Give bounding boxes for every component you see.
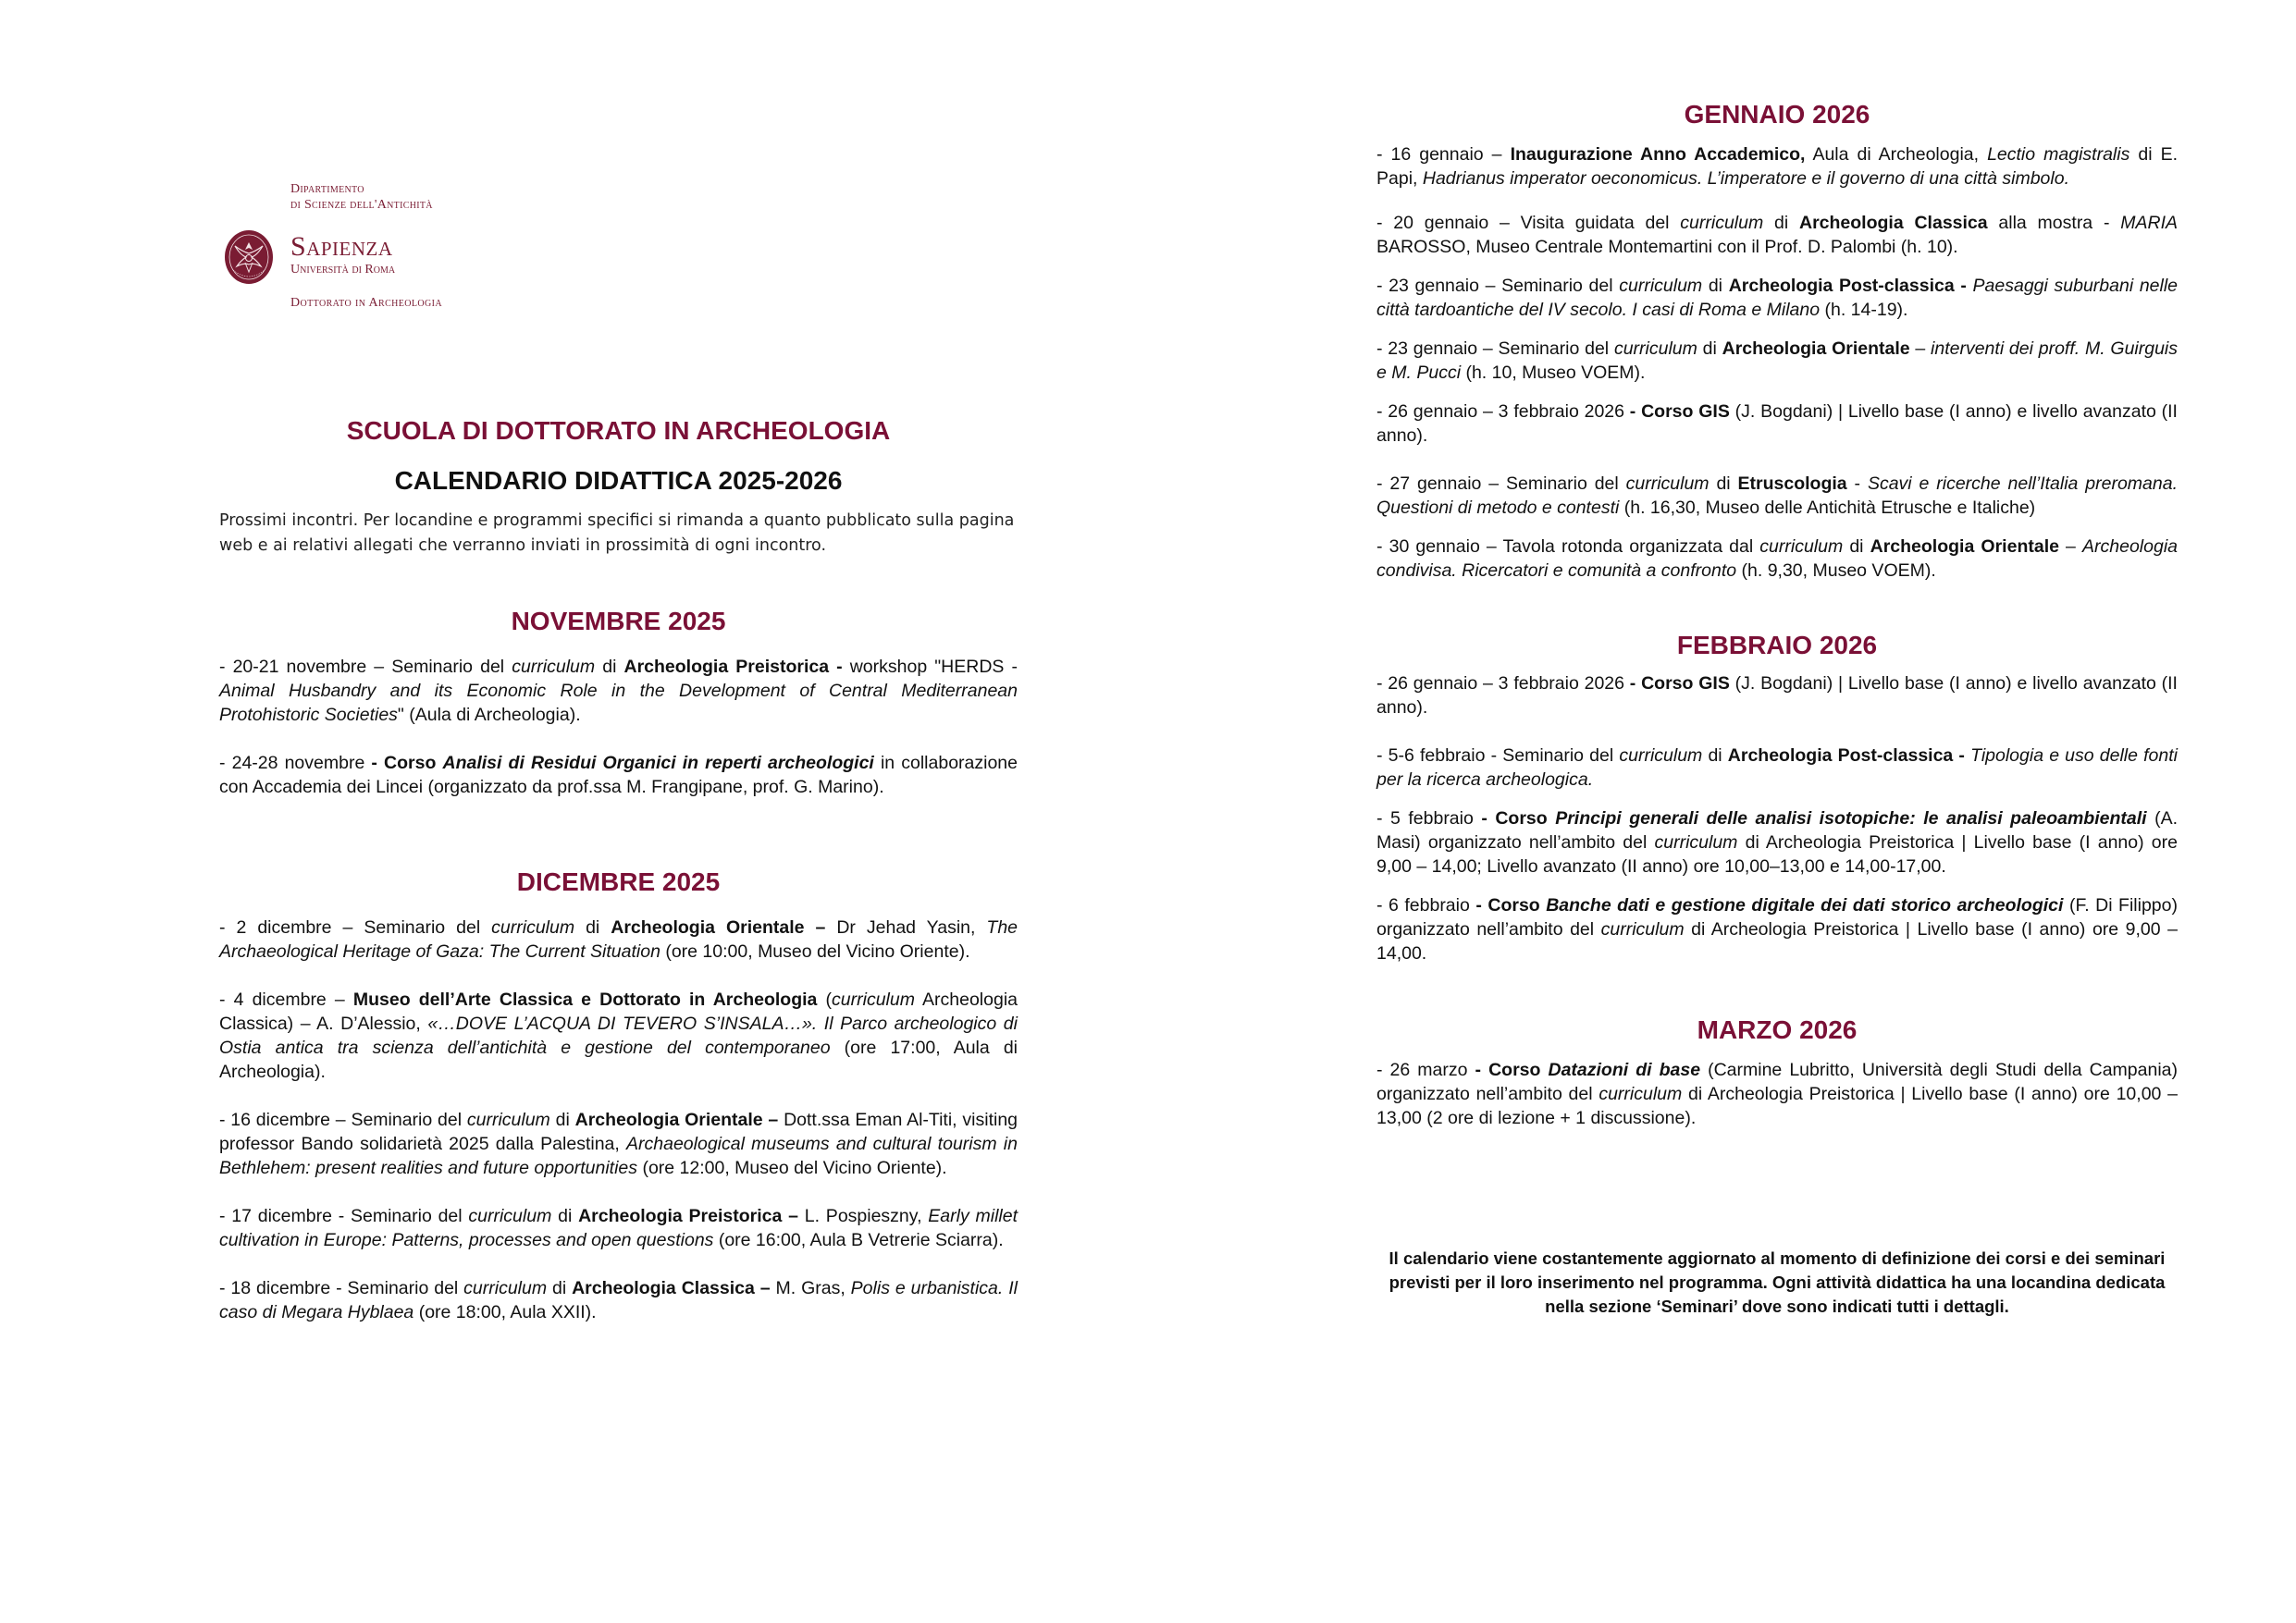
entry-text-run: di <box>595 657 624 677</box>
department-line-2: di Scienze dell'Antichità <box>290 198 433 212</box>
event-entry <box>1376 274 2178 322</box>
department-name <box>290 181 433 213</box>
entry-text-run: - Corso <box>1475 895 1547 916</box>
entry-text-run: BAROSSO, Museo Centrale Montemartini con il Prof. D. Palombi (h. 10). <box>1376 237 1958 257</box>
entry-text-run: (ore 17:00, Aula di Archeologia). <box>219 1038 1018 1082</box>
entry-text-run: Archeologia Orientale – <box>611 917 826 938</box>
event-entry <box>1376 211 2178 259</box>
entry-text-run: Archeologia Classica) – A. D’Alessio, <box>219 990 1018 1034</box>
entry-text-run: Museo dell’Arte Classica e Dottorato in Archeologia <box>352 990 818 1010</box>
entry-text-run <box>1967 276 1973 296</box>
entry-text-run: - 30 gennaio – Tavola rotonda organizzata dal <box>1376 536 1760 557</box>
entry-text-run: - 6 febbraio <box>1376 895 1476 916</box>
entry-text-run: (A. Masi) organizzato nell’ambito del <box>1376 808 2178 853</box>
entry-text-run: – <box>2058 536 2083 557</box>
entry-text-run: L. Pospieszny, <box>797 1206 929 1226</box>
entry-text-run: Animal Husbandry and its Economic Role in the Development of Central Mediterranean Protohistoric Societies <box>219 681 1018 725</box>
entry-text-run: Aula di Archeologia, <box>1805 144 1988 165</box>
entry-text-run: (h. 9,30, Museo VOEM). <box>1736 560 1936 581</box>
event-entry <box>219 916 1018 964</box>
entry-text-run: Analisi di Residui Organici in reperti archeologici <box>442 753 874 773</box>
entry-text-run: workshop "HERDS - <box>842 657 1018 677</box>
entry-text-run: Paesaggi suburbani nelle città tardoantiche del IV secolo. I casi di Roma e Milano <box>1376 276 2179 320</box>
entry-text-run: - 24-28 novembre <box>219 753 372 773</box>
entry-text-run: di <box>549 1110 575 1130</box>
entry-text-run: (J. Bogdani) | Livello base (I anno) e livello avanzato (II anno). <box>1376 673 2178 718</box>
entry-text-run: The Archaeological Heritage of Gaza: The Current Situation <box>219 917 1018 962</box>
right-column <box>1376 100 2178 1319</box>
event-entry <box>1376 671 2178 719</box>
entry-text-run: Tipologia e uso delle fonti per la ricerca archeologica. <box>1376 745 2178 790</box>
entry-text-run: Datazioni di base <box>1548 1060 1701 1080</box>
entry-text-run: (Carmine Lubritto, Università degli Studi della Campania) organizzato nell’ambito del <box>1376 1060 2178 1104</box>
entry-text-run: di E. Papi, <box>1376 144 2179 189</box>
entry-text-run: - 20-21 novembre – Seminario del <box>219 657 512 677</box>
entry-text-run: (ore 16:00, Aula B Vetrerie Sciarra). <box>713 1230 1004 1250</box>
entry-text-run: Hadrianus imperator oeconomicus. L’imperatore e il governo di una città simbolo. <box>1422 168 2069 189</box>
entry-text-run: - 26 gennaio – 3 febbraio 2026 <box>1376 673 1630 694</box>
entry-text-run: curriculum <box>1619 745 1703 766</box>
month-heading-febbraio: FEBBRAIO 2026 <box>1676 631 1878 659</box>
school-title: SCUOLA DI DOTTORATO IN ARCHEOLOGIA <box>346 416 891 445</box>
entry-text-run: Archeologia Classica – <box>572 1278 771 1298</box>
entry-text-run: Archeologia Orientale – <box>574 1110 779 1130</box>
entry-text-run: di <box>551 1206 579 1226</box>
event-entry <box>1376 142 2178 191</box>
calendar-update-note: Il calendario viene costantemente aggiornato al momento di definizione dei corsi e dei seminari previsti per il loro inserimento nel programma. Ogni attività didattica ha una locandina dedicata nella sezione ‘Seminari’ dove sono indicati tutti i dettagli. <box>1389 1248 2166 1316</box>
entry-text-run: (ore 18:00, Aula XXII). <box>414 1302 597 1322</box>
entry-text-run: - 27 gennaio – Seminario del <box>1376 473 1626 494</box>
entry-text-run: «…DOVE L’ACQUA DI TEVERO S’INSALA…». Il Parco archeologico di Ostia antica tra scienza dell’antichità e gestione del contemporaneo <box>219 1014 1018 1058</box>
entry-text-run: - 23 gennaio – Seminario del <box>1376 338 1614 359</box>
entry-text-run: Polis e urbanistica. Il caso di Megara Hyblaea <box>219 1278 1018 1322</box>
entry-text-run: curriculum <box>466 1110 550 1130</box>
entry-text-run: di <box>1702 745 1728 766</box>
entry-text-run: Archeologia Post-classica - <box>1728 276 1967 296</box>
entry-text-run: di <box>1702 276 1729 296</box>
entry-text-run: Archeologia Preistorica - <box>623 657 843 677</box>
event-entry <box>219 655 1018 727</box>
event-entry <box>1376 337 2178 385</box>
entry-text-run: - 23 gennaio – Seminario del <box>1376 276 1620 296</box>
entry-text-run: - 4 dicembre – <box>219 990 353 1010</box>
sapienza-logo <box>222 181 518 320</box>
entry-text-run: curriculum <box>1600 919 1685 940</box>
entry-text-run: curriculum <box>832 990 915 1010</box>
month-heading-gennaio: GENNAIO 2026 <box>1684 100 1870 129</box>
entry-text-run: Dr Jehad Yasin, <box>825 917 987 938</box>
entry-text-run: di Archeologia Preistorica | Livello base (I anno) ore 9,00 – 14,00; Livello avanzato (II anno) ore 10,00–13,00 e 14,00-17,00. <box>1376 832 2178 877</box>
university-city: Università di Roma <box>290 263 396 277</box>
entry-text-run: - 17 dicembre - Seminario del <box>219 1206 469 1226</box>
entry-text-run: (ore 10:00, Museo del Vicino Oriente). <box>660 941 970 962</box>
entry-text-run: Archaeological museums and cultural tourism in Bethlehem: present realities and future opportunities <box>219 1134 1018 1178</box>
entry-text-run: Archeologia condivisa. Ricercatori e comunità a confronto <box>1376 536 2178 581</box>
event-entry <box>1376 1058 2178 1130</box>
entry-text-run: Lectio magistralis <box>1987 144 2130 165</box>
entry-text-run: (h. 14-19). <box>1820 300 1908 320</box>
entry-text-run: - Corso GIS <box>1629 401 1730 422</box>
entry-text-run: - 5 febbraio <box>1376 808 1482 829</box>
left-column <box>219 416 1018 1324</box>
entry-text-run: Dott.ssa Eman Al-Titi, visiting professor Bando solidarietà 2025 dalla Palestina, <box>219 1110 1018 1154</box>
event-entry <box>1376 744 2178 792</box>
entry-text-run: di <box>547 1278 573 1298</box>
entry-text-run: di Archeologia Preistorica | Livello base (I anno) ore 9,00 – 14,00. <box>1376 919 2178 964</box>
month-heading-marzo: MARZO 2026 <box>1697 1015 1858 1044</box>
entry-text-run: in collaborazione con Accademia dei Lincei (organizzato da prof.ssa M. Frangipane, prof. G. Marino). <box>219 753 1018 797</box>
intro-text: Prossimi incontri. Per locandine e programmi specifici si rimanda a quanto pubblicato sulla pagina web e ai relativi allegati che verranno inviati in prossimità di ogni incontro. <box>219 511 1015 555</box>
entry-text-run: alla mostra - <box>1987 213 2121 233</box>
program-name: Dottorato in Archeologia <box>290 296 443 310</box>
entry-text-run: di <box>1843 536 1870 557</box>
entry-text-run: Archeologia Classica <box>1799 213 1988 233</box>
entry-text-run: - Corso <box>1481 808 1556 829</box>
entry-text-run: curriculum <box>1619 276 1703 296</box>
entry-text-run: - 16 dicembre – Seminario del <box>219 1110 467 1130</box>
entry-text-run: curriculum <box>1625 473 1710 494</box>
event-entry <box>1376 806 2178 879</box>
sapienza-seal-icon <box>224 229 274 285</box>
entry-text-run: – <box>1909 338 1932 359</box>
entry-text-run: di Archeologia Preistorica | Livello base (I anno) ore 10,00 – 13,00 (2 ore di lezione + 1 discussione). <box>1376 1084 2178 1128</box>
entry-text-run: di <box>574 917 611 938</box>
entry-text-run: - <box>1846 473 1868 494</box>
event-entry <box>1376 472 2178 520</box>
entry-text-run: di <box>1697 338 1722 359</box>
entry-text-run: (h. 10, Museo VOEM). <box>1461 363 1646 383</box>
entry-text-run: (ore 12:00, Museo del Vicino Oriente). <box>637 1158 947 1178</box>
entry-text-run: - 20 gennaio – Visita guidata del <box>1376 213 1681 233</box>
entry-text-run: curriculum <box>1680 213 1764 233</box>
entry-text-run: - Corso <box>371 753 443 773</box>
event-entry <box>219 1108 1018 1180</box>
event-entry <box>219 751 1018 799</box>
entry-text-run: Archeologia Orientale <box>1870 536 2059 557</box>
event-entry <box>1376 893 2178 965</box>
entry-text-run: curriculum <box>463 1278 548 1298</box>
entry-text-run: - 18 dicembre - Seminario del <box>219 1278 464 1298</box>
entry-text-run: curriculum <box>1759 536 1844 557</box>
entry-text-run: - 16 gennaio – <box>1376 144 1511 165</box>
event-entry <box>219 988 1018 1084</box>
entry-text-run: Scavi e ricerche nell’Italia preromana. Questioni di metodo e contesti <box>1376 473 2178 518</box>
event-entry <box>219 1276 1018 1324</box>
entry-text-run: curriculum <box>1599 1084 1683 1104</box>
entry-text-run: Early millet cultivation in Europe: Patterns, processes and open questions <box>219 1206 1018 1250</box>
entry-text-run: - Corso <box>1475 1060 1549 1080</box>
event-entry <box>219 1204 1018 1252</box>
entry-text-run: - 26 gennaio – 3 febbraio 2026 <box>1376 401 1630 422</box>
entry-text-run: (F. Di Filippo) organizzato nell’ambito del <box>1376 895 2178 940</box>
month-heading-dicembre: DICEMBRE 2025 <box>516 867 721 896</box>
entry-text-run: Archeologia Preistorica – <box>578 1206 798 1226</box>
entry-text-run: Archeologia Post-classica - <box>1727 745 1965 766</box>
entry-text-run: - Corso GIS <box>1629 673 1730 694</box>
entry-text-run: Archeologia Orientale <box>1722 338 1910 359</box>
event-entry <box>1376 535 2178 583</box>
entry-text-run: ( <box>817 990 833 1010</box>
entry-text-run: Banche dati e gestione digitale dei dati storico archeologici <box>1546 895 2064 916</box>
entry-text-run: Etruscologia <box>1737 473 1847 494</box>
entry-text-run: curriculum <box>468 1206 552 1226</box>
university-name: Sapienza <box>290 231 393 262</box>
entry-text-run: - 2 dicembre – Seminario del <box>219 917 492 938</box>
entry-text-run: M. Gras, <box>770 1278 851 1298</box>
month-heading-novembre: NOVEMBRE 2025 <box>511 607 726 635</box>
entry-text-run: di <box>1763 213 1799 233</box>
entry-text-run: curriculum <box>1654 832 1738 853</box>
entry-text-run: Principi generali delle analisi isotopiche: le analisi paleoambientali <box>1555 808 2147 829</box>
department-line-1: Dipartimento <box>290 182 364 196</box>
entry-text-run: - 26 marzo <box>1376 1060 1475 1080</box>
entry-text-run: (h. 16,30, Museo delle Antichità Etrusche e Italiche) <box>1619 498 2036 518</box>
entry-text-run: - 5-6 febbraio - Seminario del <box>1376 745 1620 766</box>
entry-text-run: di <box>1709 473 1738 494</box>
entry-text-run: (J. Bogdani) | Livello base (I anno) e livello avanzato (II anno). <box>1376 401 2178 446</box>
calendar-title: CALENDARIO DIDATTICA 2025-2026 <box>394 466 843 495</box>
entry-text-run: curriculum <box>512 657 596 677</box>
entry-text-run: interventi dei proff. M. Guirguis e M. Pucci <box>1376 338 2179 383</box>
entry-text-run: curriculum <box>1613 338 1697 359</box>
event-entry <box>1376 400 2178 448</box>
entry-text-run: curriculum <box>491 917 575 938</box>
entry-text-run: MARIA <box>2120 213 2178 233</box>
entry-text-run: Inaugurazione Anno Accademico, <box>1510 144 1806 165</box>
entry-text-run: " (Aula di Archeologia). <box>397 705 581 725</box>
